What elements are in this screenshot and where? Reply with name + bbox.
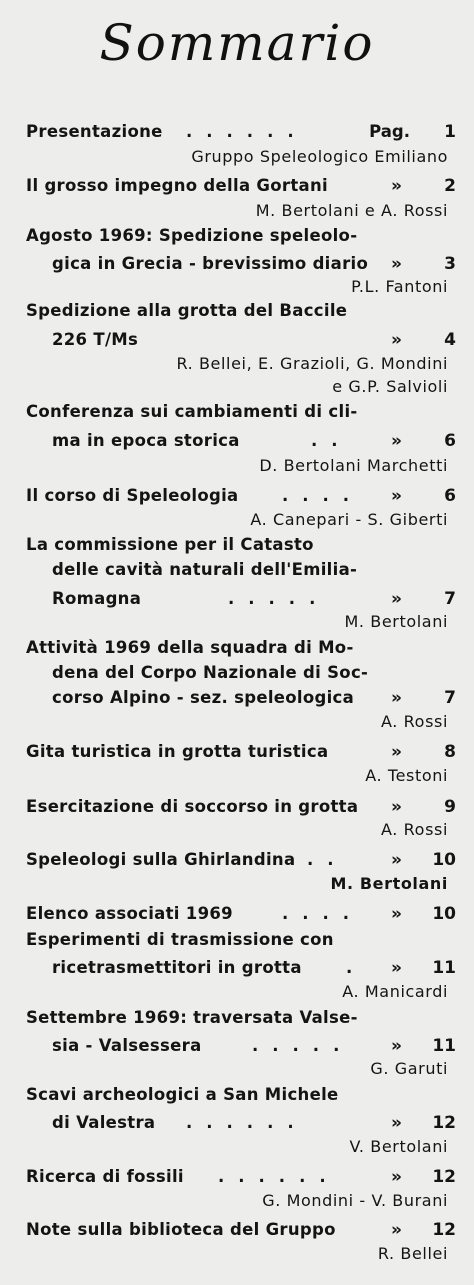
entry-authors: G. Garuti bbox=[370, 1059, 448, 1078]
toc-entry-title-line bbox=[26, 1034, 456, 1058]
page-number: 11 bbox=[432, 958, 456, 978]
toc-entry-title-line bbox=[26, 299, 456, 323]
entry-authors: R. Bellei, E. Grazioli, G. Mondini bbox=[176, 354, 448, 373]
page-title: Sommario bbox=[99, 14, 375, 72]
entry-title: Presentazione bbox=[26, 122, 163, 141]
toc-entry-title-line bbox=[26, 902, 456, 926]
page-number: 8 bbox=[444, 742, 456, 762]
entry-title: ricetrasmettitori in grotta bbox=[52, 958, 302, 977]
toc-entry-title-line bbox=[26, 848, 456, 872]
entry-title: Elenco associati 1969 bbox=[26, 904, 233, 923]
entry-authors: A. Testoni bbox=[365, 766, 448, 785]
entry-authors: P.L. Fantoni bbox=[351, 277, 448, 296]
entry-authors: R. Bellei bbox=[377, 1244, 448, 1263]
entry-authors: A. Manicardi bbox=[342, 982, 448, 1001]
toc-entry-title-line bbox=[26, 429, 456, 453]
separator-mark: » bbox=[391, 850, 402, 870]
toc-entry-title-line bbox=[26, 1111, 456, 1135]
separator-mark: » bbox=[391, 1167, 402, 1187]
entry-title: La commissione per il Catasto bbox=[26, 535, 314, 554]
separator-mark: » bbox=[391, 958, 402, 978]
separator-mark: » bbox=[391, 688, 402, 708]
separator-mark: » bbox=[391, 431, 402, 451]
page-number: 2 bbox=[444, 176, 456, 196]
toc-entry-title-line bbox=[26, 1218, 456, 1242]
separator-mark: » bbox=[391, 176, 402, 196]
page-number: 7 bbox=[444, 688, 456, 708]
separator-mark: » bbox=[391, 486, 402, 506]
entry-title: Scavi archeologici a San Michele bbox=[26, 1085, 339, 1104]
toc-entry-title-line bbox=[26, 636, 456, 660]
separator-mark: » bbox=[391, 254, 402, 274]
entry-title: Romagna bbox=[52, 589, 142, 608]
separator-mark: » bbox=[391, 742, 402, 762]
entry-authors: A. Rossi bbox=[381, 820, 448, 839]
entry-title: Spedizione alla grotta del Baccile bbox=[26, 301, 348, 320]
toc-entry-title-line bbox=[26, 956, 456, 980]
toc-entry-title-line bbox=[26, 1006, 456, 1030]
toc-entry-title-line bbox=[26, 686, 456, 710]
dot-leader: . bbox=[346, 958, 367, 977]
entry-title: di Valestra bbox=[52, 1113, 156, 1132]
page-number: 3 bbox=[444, 254, 456, 274]
page-number: 4 bbox=[444, 330, 456, 350]
toc-entry-title-line bbox=[26, 1165, 456, 1189]
separator-mark: » bbox=[391, 904, 402, 924]
entry-authors: M. Bertolani bbox=[330, 874, 448, 893]
page-number: 11 bbox=[432, 1036, 456, 1056]
toc-entry-title-line bbox=[26, 587, 456, 611]
separator-mark: » bbox=[391, 1220, 402, 1240]
entry-title: Agosto 1969: Spedizione speleolo- bbox=[26, 226, 358, 245]
toc-entry-title-line bbox=[26, 928, 456, 952]
separator-mark: » bbox=[391, 1036, 402, 1056]
dot-leader: ...... bbox=[186, 122, 308, 141]
toc-entry-title-line bbox=[26, 484, 456, 508]
toc-entry-title-line bbox=[26, 661, 456, 685]
toc-entry-title-line bbox=[26, 120, 456, 144]
entry-title: sia - Valsessera bbox=[52, 1036, 202, 1055]
dot-leader: .. bbox=[311, 431, 352, 450]
toc-entry-title-line bbox=[26, 740, 456, 764]
entry-authors: M. Bertolani bbox=[344, 612, 448, 631]
entry-title: Esercitazione di soccorso in grotta bbox=[26, 797, 359, 816]
separator-mark: » bbox=[391, 797, 402, 817]
page-number: 12 bbox=[432, 1220, 456, 1240]
entry-title: dena del Corpo Nazionale di Soc- bbox=[52, 663, 369, 682]
entry-title: Settembre 1969: traversata Valse- bbox=[26, 1008, 358, 1027]
entry-title: Il corso di Speleologia bbox=[26, 486, 239, 505]
page-number: 12 bbox=[432, 1113, 456, 1133]
entry-title: Speleologi sulla Ghirlandina bbox=[26, 850, 296, 869]
page-label: Pag. bbox=[369, 122, 410, 141]
entry-authors: D. Bertolani Marchetti bbox=[259, 456, 448, 475]
entry-authors: G. Mondini - V. Burani bbox=[262, 1191, 448, 1210]
dot-leader: .. bbox=[307, 850, 348, 869]
separator-mark: » bbox=[391, 330, 402, 350]
entry-authors: A. Rossi bbox=[381, 712, 448, 731]
dot-leader: ...... bbox=[186, 1113, 308, 1132]
entry-title: Il grosso impegno della Gortani bbox=[26, 176, 328, 195]
toc-entry-title-line bbox=[26, 400, 456, 424]
toc-entry-title-line bbox=[26, 224, 456, 248]
toc-entry-title-line bbox=[26, 1083, 456, 1107]
page-number: 9 bbox=[444, 797, 456, 817]
entry-title: Esperimenti di trasmissione con bbox=[26, 930, 334, 949]
dot-leader: ...... bbox=[218, 1167, 340, 1186]
toc-entry-title-line bbox=[26, 328, 456, 352]
entry-title: Ricerca di fossili bbox=[26, 1167, 184, 1186]
dot-leader: ..... bbox=[228, 589, 330, 608]
entry-authors: M. Bertolani e A. Rossi bbox=[255, 201, 448, 220]
dot-leader: ..... bbox=[252, 1036, 354, 1055]
page-number: 1 bbox=[444, 122, 456, 142]
page-number: 6 bbox=[444, 486, 456, 506]
entry-title: Gita turistica in grotta turistica bbox=[26, 742, 329, 761]
separator-mark: » bbox=[391, 589, 402, 609]
entry-authors: Gruppo Speleologico Emiliano bbox=[191, 147, 448, 166]
entry-authors: V. Bertolani bbox=[349, 1137, 448, 1156]
dot-leader: .... bbox=[282, 904, 364, 923]
entry-title: Note sulla biblioteca del Gruppo bbox=[26, 1220, 336, 1239]
dot-leader: .... bbox=[282, 486, 364, 505]
entry-authors: e G.P. Salvioli bbox=[332, 377, 448, 396]
toc-entry-title-line bbox=[26, 174, 456, 198]
toc-entry-title-line bbox=[26, 252, 456, 276]
entry-title: Attività 1969 della squadra di Mo- bbox=[26, 638, 354, 657]
entry-authors: A. Canepari - S. Giberti bbox=[250, 510, 448, 529]
entry-title: gica in Grecia - brevissimo diario bbox=[52, 254, 369, 273]
page-number: 10 bbox=[432, 904, 456, 924]
page-number: 12 bbox=[432, 1167, 456, 1187]
page-number: 6 bbox=[444, 431, 456, 451]
entry-title: 226 T/Ms bbox=[52, 330, 139, 349]
entry-title: ma in epoca storica bbox=[52, 431, 240, 450]
separator-mark: » bbox=[391, 1113, 402, 1133]
toc-entry-title-line bbox=[26, 795, 456, 819]
toc-entry-title-line bbox=[26, 533, 456, 557]
entry-title: Conferenza sui cambiamenti di cli- bbox=[26, 402, 358, 421]
page-number: 10 bbox=[432, 850, 456, 870]
entry-title: corso Alpino - sez. speleologica bbox=[52, 688, 355, 707]
entry-title: delle cavità naturali dell'Emilia- bbox=[52, 560, 358, 579]
toc-entry-title-line bbox=[26, 558, 456, 582]
page-number: 7 bbox=[444, 589, 456, 609]
